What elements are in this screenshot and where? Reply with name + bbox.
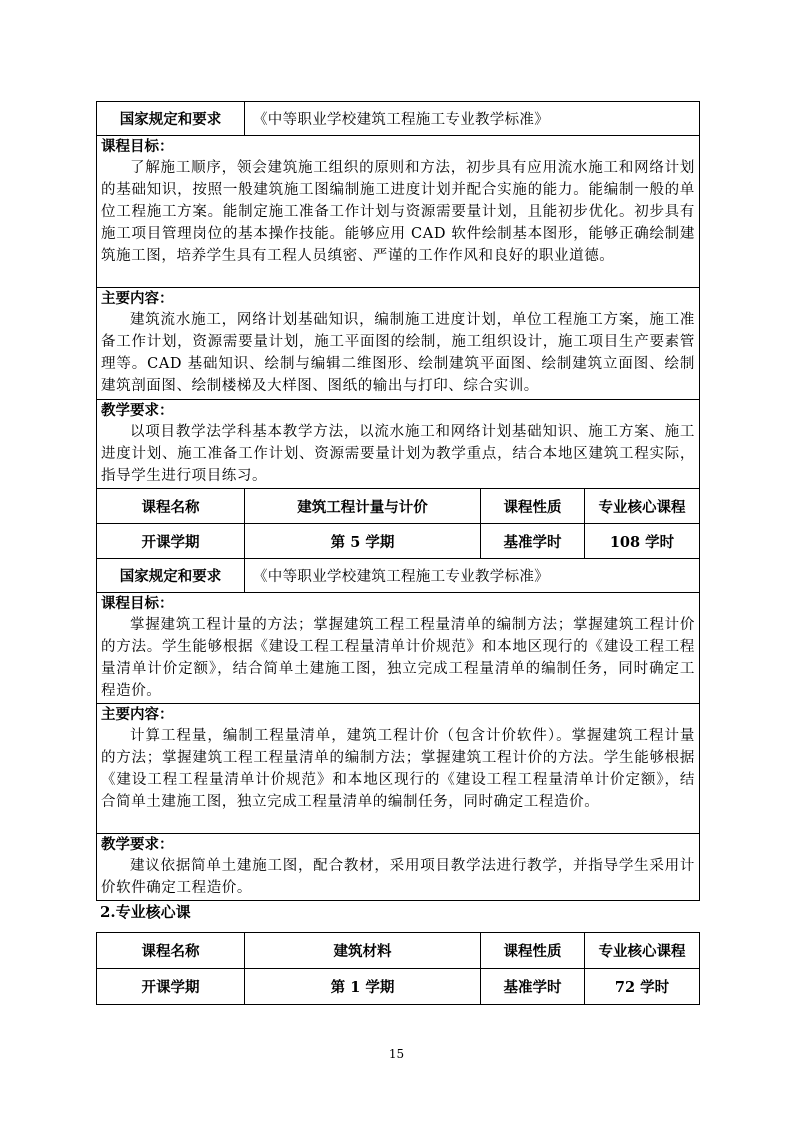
course-name-value: 建筑工程计量与计价	[245, 489, 481, 524]
course-goals-text: 了解施工顺序，领会建筑施工组织的原则和方法，初步具有应用流水施工和网络计划的基础知识，按照一般建筑施工图编制施工进度计划并配合实施的能力。能编制一般的单位工程施工方案。能制定施工准备工作计划与资源需要量计划，且能初步优化。初步具有施工项目管理岗位的基本操作技能。能够应用 CAD 软件绘制基本图形，能够正确绘制建筑施工图，培养学生具有工程人员缜密、严谨的工作作风和良好的职业道德。	[101, 160, 696, 264]
hours-label: 基准学时	[481, 524, 585, 559]
term-value: 第 1 学期	[245, 969, 481, 1005]
course-goals-block	[97, 136, 700, 288]
term-label: 开课学期	[97, 969, 245, 1005]
teaching-requirements-block	[97, 400, 700, 489]
teaching-requirements-label: 教学要求：	[101, 836, 174, 853]
course-table-2	[96, 932, 700, 1005]
teaching-requirements-text: 建议依据简单土建施工图，配合教材，采用项目教学法进行教学，并指导学生采用计价软件确定工程造价。	[101, 858, 696, 896]
course-table-1	[96, 101, 700, 901]
hours-value: 108 学时	[585, 524, 700, 559]
term-value: 第 5 学期	[245, 524, 481, 559]
course-type-value: 专业核心课程	[585, 933, 700, 969]
course-name-value: 建筑材料	[245, 933, 481, 969]
course-name-label: 课程名称	[97, 489, 245, 524]
standard-label: 国家规定和要求	[97, 102, 245, 136]
course-goals-label: 课程目标：	[101, 138, 174, 155]
course-goals-text: 掌握建筑工程计量的方法；掌握建筑工程工程量清单的编制方法；掌握建筑工程计价的方法。学生能够根据《建设工程工程量清单计价规范》和本地区现行的《建设工程工程量清单计价定额》，结合简单土建施工图，独立完成工程量清单的编制任务，同时确定工程造价。	[101, 617, 696, 699]
term-label: 开课学期	[97, 524, 245, 559]
standard-value: 《中等职业学校建筑工程施工专业教学标准》	[245, 559, 700, 593]
page-number: 15	[388, 1047, 405, 1061]
course-type-label: 课程性质	[481, 933, 585, 969]
teaching-requirements-block	[97, 834, 700, 901]
course-type-label: 课程性质	[481, 489, 585, 524]
teaching-requirements-text: 以项目教学法学科基本教学方法，以流水施工和网络计划基础知识、施工方案、施工进度计划、施工准备工作计划、资源需要量计划为教学重点，结合本地区建筑工程实际，指导学生进行项目练习。	[101, 424, 696, 484]
main-content-block	[97, 704, 700, 834]
main-content-text: 建筑流水施工，网络计划基础知识，编制施工进度计划，单位工程施工方案，施工准备工作计划，资源需要量计划，施工平面图的绘制，施工组织设计，施工项目生产要素管理等。CAD 基础知识、绘制与编辑二维图形、绘制建筑平面图、绘制建筑立面图、绘制建筑剖面图、绘制楼梯及大样图、图纸的输出与打印、综合实训。	[101, 312, 696, 394]
course-goals-block	[97, 593, 700, 704]
course-goals-label: 课程目标：	[101, 595, 174, 612]
standard-label: 国家规定和要求	[97, 559, 245, 593]
main-content-label: 主要内容：	[101, 706, 174, 723]
standard-value: 《中等职业学校建筑工程施工专业教学标准》	[245, 102, 700, 136]
hours-label: 基准学时	[481, 969, 585, 1005]
section-title: 2.专业核心课	[100, 903, 191, 921]
main-content-block	[97, 288, 700, 400]
main-content-label: 主要内容：	[101, 290, 174, 307]
teaching-requirements-label: 教学要求：	[101, 402, 174, 419]
main-content-text: 计算工程量，编制工程量清单，建筑工程计价（包含计价软件）。掌握建筑工程计量的方法；掌握建筑工程工程量清单的编制方法；掌握建筑工程计价的方法。学生能够根据《建设工程工程量清单计价规范》和本地区现行的《建设工程工程量清单计价定额》，结合简单土建施工图，独立完成工程量清单的编制任务，同时确定工程造价。	[101, 728, 696, 810]
course-name-label: 课程名称	[97, 933, 245, 969]
hours-value: 72 学时	[585, 969, 700, 1005]
course-type-value: 专业核心课程	[585, 489, 700, 524]
